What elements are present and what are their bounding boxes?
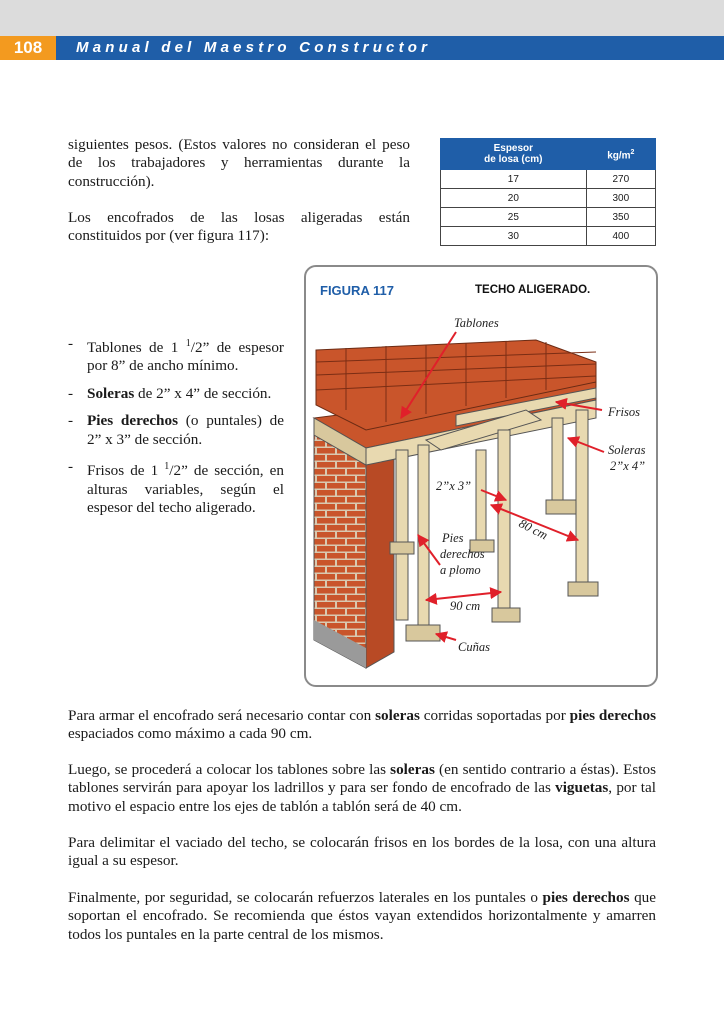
table-cell-espesor: 25 (441, 208, 587, 227)
text-bold: pies derechos (542, 889, 630, 906)
techo-aligerado-illustration (306, 300, 652, 680)
running-title: Manual del Maestro Constructor (76, 39, 432, 56)
table-row (441, 189, 656, 208)
text-run: , por tal motivo el espacio entre los ejes de tablón a tablón será de 40 cm. (68, 779, 656, 815)
page-number: 108 (0, 36, 56, 60)
label-soleras-size: 2”x 4” (610, 459, 646, 473)
table-cell-peso: 300 (586, 189, 655, 208)
text-run: Luego, se procederá a colocar los tablones sobre las (68, 761, 391, 778)
label-a-plomo: a plomo (440, 563, 481, 577)
fraction-numerator: 1 (185, 338, 191, 349)
text-run: Para armar el encofrado será necesario contar con (68, 707, 376, 724)
table-cell-peso: 400 (586, 227, 655, 246)
list-item-text: de 2” x 4” de sección. (134, 384, 272, 402)
fraction-numerator: 1 (164, 461, 170, 473)
top-band (0, 0, 724, 36)
list-item (68, 412, 284, 449)
list-dash: - (68, 458, 74, 476)
text-run: espaciados como máximo a cada 90 cm. (68, 725, 313, 743)
label-90cm: 90 cm (450, 599, 481, 613)
text-bold: pies derechos (569, 707, 657, 724)
header-kgm2-label: kg/m (607, 150, 631, 162)
label-frisos: Frisos (608, 405, 640, 419)
label-tablones: Tablones (454, 316, 499, 330)
brick-wall (314, 435, 394, 668)
figure-title: TECHO ALIGERADO. (475, 284, 591, 296)
list-item-text: Tablones de 1 (87, 339, 186, 357)
body-paragraph-2 (68, 761, 656, 816)
list-dash: - (68, 384, 74, 402)
list-item (68, 335, 284, 376)
label-soleras: Soleras (608, 443, 646, 457)
list-item (68, 458, 284, 517)
list-item-text: Frisos de 1 (87, 462, 165, 480)
table-header-kgm2 (586, 139, 655, 170)
text-run: que soportan el encofrado. Se recomienda que éstos vayan extendidos horizontalmente y amarren todos los puntales en la parte central de los mismos. (68, 889, 656, 943)
label-cunas: Cuñas (458, 640, 490, 654)
text-bold: soleras (375, 707, 420, 724)
list-item-term: Pies derechos (87, 412, 179, 430)
label-derechos: derechos (440, 547, 485, 561)
text-run: (en sentido contrario a éstas). Estos tablones servirán para apoyar los ladrillos y para ser fondo de encofrado de las (68, 761, 656, 797)
table-row (441, 208, 656, 227)
figure-number: FIGURA 117 (320, 283, 394, 298)
list-item (68, 385, 284, 403)
table-cell-peso: 350 (586, 208, 655, 227)
label-2x3: 2”x 3” (436, 479, 472, 493)
text-run: Finalmente, por seguridad, se colocarán refuerzos laterales en los puntales o (68, 889, 543, 906)
list-dash: - (68, 412, 74, 430)
table-cell-espesor: 17 (441, 170, 587, 189)
list-item-text: /2” de sección, en alturas variables, según el espesor del techo aligerado. (87, 462, 284, 516)
list-item-text: /2” de espesor por 8” de ancho mínimo. (87, 339, 284, 375)
intro-paragraph-2: Los encofrados de las losas aligeradas están constituidos por (ver figura 117): (68, 209, 410, 245)
text-bold: viguetas (555, 779, 609, 797)
body-paragraph-3: Para delimitar el vaciado del techo, se colocarán frisos en los bordes de la losa, con una altura igual a su espesor. (68, 834, 656, 870)
table-cell-peso: 270 (586, 170, 655, 189)
body-paragraph-4 (68, 889, 656, 944)
label-pies: Pies (442, 531, 464, 545)
table-header-espesor (441, 139, 587, 170)
list-item-term: Soleras (87, 384, 135, 402)
table-row (441, 170, 656, 189)
list-item-text: (o puntales) de 2” x 3” de sección. (87, 412, 284, 448)
table-cell-espesor: 30 (441, 227, 587, 246)
text-bold: soleras (390, 761, 435, 778)
intro-paragraph-1: siguientes pesos. (Estos valores no consideran el peso de los trabajadores y herramientas durante la construcción). (68, 136, 410, 190)
slab-weight-table (440, 138, 656, 246)
label-80cm: 80 cm (516, 516, 550, 543)
table-row (441, 227, 656, 246)
text-run: corridas soportadas por (419, 707, 570, 724)
header-kgm2-sup: 2 (630, 148, 635, 156)
list-dash: - (68, 335, 74, 352)
body-paragraph-1 (68, 707, 656, 744)
formwork-components-list (68, 335, 284, 526)
header-espesor-line2: de losa (cm) (484, 154, 543, 165)
header-espesor-line1: Espesor (493, 143, 534, 154)
table-cell-espesor: 20 (441, 189, 587, 208)
